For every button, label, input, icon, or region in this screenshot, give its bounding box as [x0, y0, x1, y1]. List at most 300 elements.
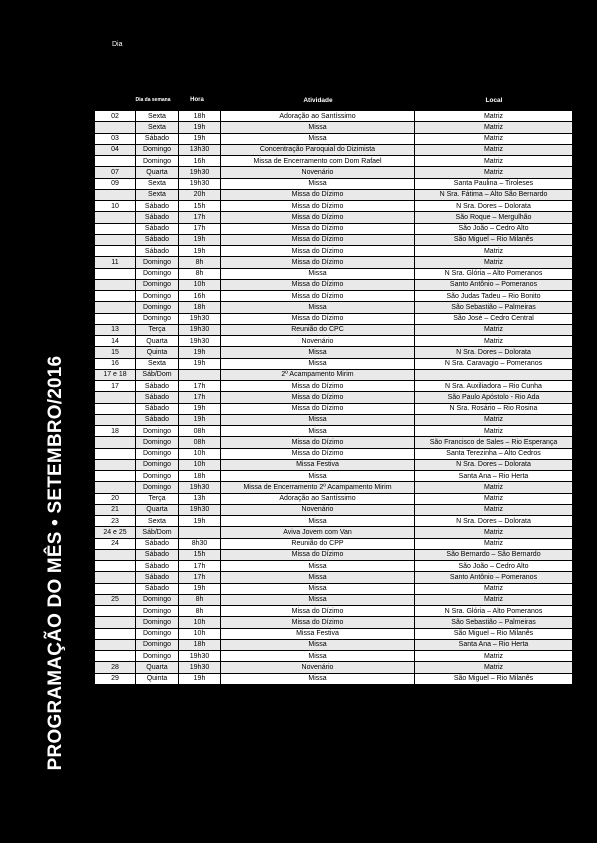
- cell-dia: [95, 268, 136, 279]
- cell-dia: 14: [95, 336, 136, 347]
- cell-hora: 19h30: [179, 482, 221, 493]
- cell-local: N Sra. Auxiliadora – Rio Cunha: [415, 381, 573, 392]
- cell-dia: 10: [95, 201, 136, 212]
- cell-local: São Roque – Mergulhão: [415, 212, 573, 223]
- cell-dia: [95, 651, 136, 662]
- cell-hora: 19h: [179, 673, 221, 684]
- table-row: [95, 583, 573, 594]
- schedule-body: [95, 111, 573, 685]
- cell-hora: 19h: [179, 583, 221, 594]
- cell-atividade: Missa: [221, 572, 415, 583]
- cell-hora: 19h: [179, 234, 221, 245]
- table-row: [95, 324, 573, 335]
- table-row: [95, 167, 573, 178]
- cell-hora: [179, 369, 221, 380]
- cell-local: São Miguel – Rio Milanês: [415, 234, 573, 245]
- cell-local: São Miguel – Rio Milanês: [415, 628, 573, 639]
- cell-dia: [95, 291, 136, 302]
- cell-dia: 04: [95, 144, 136, 155]
- cell-local: Matriz: [415, 144, 573, 155]
- cell-dia: [95, 234, 136, 245]
- cell-hora: 19h30: [179, 662, 221, 673]
- cell-dia-semana: Sáb/Dom: [136, 369, 179, 380]
- table-row: [95, 178, 573, 189]
- cell-hora: 17h: [179, 223, 221, 234]
- table-row: [95, 381, 573, 392]
- cell-atividade: Missa Festiva: [221, 459, 415, 470]
- table-row: [95, 189, 573, 200]
- cell-local: Santa Ana – Rio Herta: [415, 471, 573, 482]
- header-atividade: Atividade: [303, 97, 333, 104]
- cell-hora: 18h: [179, 471, 221, 482]
- cell-dia-semana: Domingo: [136, 459, 179, 470]
- cell-local: Matriz: [415, 324, 573, 335]
- cell-dia-semana: Domingo: [136, 606, 179, 617]
- cell-dia-semana: Quarta: [136, 167, 179, 178]
- table-row: [95, 493, 573, 504]
- table-row: [95, 617, 573, 628]
- cell-dia: [95, 482, 136, 493]
- header-local: Local: [485, 97, 503, 104]
- cell-hora: 18h: [179, 302, 221, 313]
- cell-atividade: Novenário: [221, 504, 415, 515]
- cell-atividade: Missa do Dízimo: [221, 246, 415, 257]
- table-row: [95, 291, 573, 302]
- cell-atividade: Missa: [221, 358, 415, 369]
- cell-dia: [95, 561, 136, 572]
- cell-atividade: Adoração ao Santíssimo: [221, 493, 415, 504]
- cell-hora: 10h: [179, 279, 221, 290]
- cell-local: Santo Antônio – Pomeranos: [415, 279, 573, 290]
- cell-local: São Paulo Apóstolo - Rio Ada: [415, 392, 573, 403]
- cell-dia-semana: Terça: [136, 493, 179, 504]
- cell-dia-semana: Domingo: [136, 426, 179, 437]
- cell-hora: 19h: [179, 122, 221, 133]
- cell-local: Matriz: [415, 527, 573, 538]
- cell-dia-semana: Sábado: [136, 234, 179, 245]
- cell-dia: [95, 122, 136, 133]
- cell-dia: [95, 279, 136, 290]
- cell-dia-semana: Sábado: [136, 583, 179, 594]
- table-row: [95, 561, 573, 572]
- cell-dia-semana: Sábado: [136, 392, 179, 403]
- cell-atividade: Reunião do CPP: [221, 538, 415, 549]
- cell-dia-semana: Sexta: [136, 178, 179, 189]
- cell-local: Matriz: [415, 482, 573, 493]
- cell-dia: [95, 414, 136, 425]
- cell-local: São Francisco de Sales – Rio Esperança: [415, 437, 573, 448]
- cell-local: Santa Terezinha – Alto Cedros: [415, 448, 573, 459]
- cell-hora: 08h: [179, 437, 221, 448]
- cell-dia: 18: [95, 426, 136, 437]
- table-row: [95, 549, 573, 560]
- cell-hora: 19h: [179, 358, 221, 369]
- cell-local: Matriz: [415, 493, 573, 504]
- cell-dia: [95, 156, 136, 167]
- cell-dia-semana: Sábado: [136, 414, 179, 425]
- table-row: [95, 257, 573, 268]
- cell-dia-semana: Terça: [136, 324, 179, 335]
- table-row: [95, 471, 573, 482]
- table-row: [95, 111, 573, 122]
- cell-dia: 17: [95, 381, 136, 392]
- cell-dia-semana: Sábado: [136, 572, 179, 583]
- table-row: [95, 392, 573, 403]
- cell-local: São José – Cedro Central: [415, 313, 573, 324]
- table-row: [95, 144, 573, 155]
- cell-dia: [95, 403, 136, 414]
- cell-dia-semana: Sábado: [136, 381, 179, 392]
- cell-atividade: Missa: [221, 639, 415, 650]
- cell-dia-semana: Domingo: [136, 448, 179, 459]
- cell-atividade: Missa de Encerramento com Dom Rafael: [221, 156, 415, 167]
- cell-dia: [95, 617, 136, 628]
- cell-dia-semana: Domingo: [136, 313, 179, 324]
- cell-dia-semana: Sábado: [136, 403, 179, 414]
- cell-local: N Sra. Dores – Dolorata: [415, 201, 573, 212]
- cell-dia: 24 e 25: [95, 527, 136, 538]
- cell-local: Matriz: [415, 583, 573, 594]
- cell-dia: 03: [95, 133, 136, 144]
- cell-dia-semana: Sábado: [136, 201, 179, 212]
- cell-local: São Sebastião – Palmeiras: [415, 617, 573, 628]
- cell-local: Matriz: [415, 538, 573, 549]
- page-title: PROGRAMAÇÃO DO MÊS • SETEMBRO/2016: [45, 355, 66, 771]
- cell-atividade: Concentração Paroquial do Dizimista: [221, 144, 415, 155]
- cell-dia: 25: [95, 594, 136, 605]
- cell-dia: 15: [95, 347, 136, 358]
- header-dia-semana: Dia da semana: [135, 97, 171, 103]
- cell-dia: 13: [95, 324, 136, 335]
- cell-atividade: Missa do Dízimo: [221, 223, 415, 234]
- cell-dia: [95, 572, 136, 583]
- cell-dia: 23: [95, 516, 136, 527]
- cell-dia-semana: Domingo: [136, 482, 179, 493]
- cell-dia-semana: Domingo: [136, 437, 179, 448]
- table-row: [95, 448, 573, 459]
- cell-local: N Sra. Rosário – Rio Rosina: [415, 403, 573, 414]
- cell-local: Santa Ana – Rio Herta: [415, 639, 573, 650]
- table-row: [95, 482, 573, 493]
- cell-dia: [95, 223, 136, 234]
- cell-atividade: Missa do Dízimo: [221, 392, 415, 403]
- cell-hora: 8h: [179, 268, 221, 279]
- cell-hora: 13h: [179, 493, 221, 504]
- cell-hora: 19h30: [179, 313, 221, 324]
- cell-hora: 10h: [179, 459, 221, 470]
- cell-dia: [95, 549, 136, 560]
- cell-atividade: Novenário: [221, 662, 415, 673]
- cell-dia-semana: Domingo: [136, 144, 179, 155]
- cell-dia-semana: Quarta: [136, 336, 179, 347]
- cell-local: N Sra. Dores – Dolorata: [415, 516, 573, 527]
- cell-local: Matriz: [415, 156, 573, 167]
- cell-dia: [95, 189, 136, 200]
- cell-hora: 18h: [179, 639, 221, 650]
- schedule-table: [94, 110, 573, 685]
- cell-hora: 19h: [179, 246, 221, 257]
- cell-hora: 17h: [179, 381, 221, 392]
- cell-local: Matriz: [415, 246, 573, 257]
- cell-local: Matriz: [415, 111, 573, 122]
- table-row: [95, 336, 573, 347]
- cell-local: Matriz: [415, 662, 573, 673]
- table-row: [95, 268, 573, 279]
- cell-hora: 19h: [179, 414, 221, 425]
- cell-atividade: Missa do Dízimo: [221, 403, 415, 414]
- cell-atividade: Missa do Dízimo: [221, 313, 415, 324]
- cell-atividade: Novenário: [221, 167, 415, 178]
- cell-dia-semana: Sábado: [136, 549, 179, 560]
- cell-dia-semana: Domingo: [136, 302, 179, 313]
- cell-hora: 19h: [179, 133, 221, 144]
- cell-local: São Miguel – Rio Milanês: [415, 673, 573, 684]
- cell-hora: 19h: [179, 403, 221, 414]
- cell-dia-semana: Sexta: [136, 122, 179, 133]
- cell-hora: 8h: [179, 257, 221, 268]
- cell-dia-semana: Sáb/Dom: [136, 527, 179, 538]
- table-row: [95, 572, 573, 583]
- cell-dia-semana: Quinta: [136, 347, 179, 358]
- cell-dia-semana: Domingo: [136, 639, 179, 650]
- cell-atividade: Missa do Dízimo: [221, 189, 415, 200]
- cell-local: São Judas Tadeu – Rio Bonito: [415, 291, 573, 302]
- cell-atividade: Missa: [221, 347, 415, 358]
- cell-hora: 19h: [179, 347, 221, 358]
- cell-dia: 11: [95, 257, 136, 268]
- cell-hora: 16h: [179, 291, 221, 302]
- cell-dia-semana: Sexta: [136, 516, 179, 527]
- cell-atividade: Missa: [221, 594, 415, 605]
- cell-hora: 8h30: [179, 538, 221, 549]
- cell-atividade: Missa: [221, 471, 415, 482]
- cell-dia: 17 e 18: [95, 369, 136, 380]
- cell-hora: 18h: [179, 111, 221, 122]
- table-row: [95, 212, 573, 223]
- cell-hora: 19h30: [179, 178, 221, 189]
- cell-atividade: Missa do Dízimo: [221, 606, 415, 617]
- cell-dia-semana: Sábado: [136, 538, 179, 549]
- cell-atividade: Missa: [221, 178, 415, 189]
- cell-atividade: Missa: [221, 583, 415, 594]
- table-row: [95, 223, 573, 234]
- cell-atividade: Missa do Dízimo: [221, 201, 415, 212]
- cell-dia: [95, 628, 136, 639]
- cell-atividade: Missa do Dízimo: [221, 381, 415, 392]
- cell-dia: [95, 459, 136, 470]
- cell-dia: 02: [95, 111, 136, 122]
- cell-dia: [95, 437, 136, 448]
- cell-dia-semana: Domingo: [136, 279, 179, 290]
- table-row: [95, 369, 573, 380]
- cell-local: N Sra. Dores – Dolorata: [415, 347, 573, 358]
- cell-dia: 07: [95, 167, 136, 178]
- cell-atividade: Adoração ao Santíssimo: [221, 111, 415, 122]
- cell-atividade: Missa: [221, 268, 415, 279]
- cell-dia-semana: Domingo: [136, 471, 179, 482]
- cell-atividade: Missa: [221, 673, 415, 684]
- cell-atividade: Missa: [221, 302, 415, 313]
- cell-local: São Bernardo – São Bernardo: [415, 549, 573, 560]
- cell-local: São Sebastião – Palmeiras: [415, 302, 573, 313]
- cell-dia: [95, 448, 136, 459]
- cell-hora: 17h: [179, 572, 221, 583]
- cell-hora: 10h: [179, 628, 221, 639]
- cell-dia-semana: Quarta: [136, 504, 179, 515]
- cell-dia: [95, 246, 136, 257]
- cell-local: N Sra. Glória – Alto Pomeranos: [415, 606, 573, 617]
- cell-dia: [95, 302, 136, 313]
- cell-atividade: Missa do Dízimo: [221, 291, 415, 302]
- cell-local: N Sra. Glória – Alto Pomeranos: [415, 268, 573, 279]
- cell-dia: 21: [95, 504, 136, 515]
- cell-local: Matriz: [415, 504, 573, 515]
- cell-dia-semana: Domingo: [136, 594, 179, 605]
- cell-atividade: Missa do Dízimo: [221, 257, 415, 268]
- cell-local: [415, 369, 573, 380]
- cell-atividade: Missa do Dízimo: [221, 549, 415, 560]
- cell-hora: 19h30: [179, 651, 221, 662]
- cell-local: Matriz: [415, 257, 573, 268]
- table-row: [95, 302, 573, 313]
- cell-atividade: Novenário: [221, 336, 415, 347]
- cell-local: São João – Cedro Alto: [415, 561, 573, 572]
- cell-local: N Sra. Dores – Dolorata: [415, 459, 573, 470]
- cell-atividade: 2º Acampamento Mirim: [221, 369, 415, 380]
- table-row: [95, 538, 573, 549]
- cell-dia: 24: [95, 538, 136, 549]
- table-row: [95, 651, 573, 662]
- cell-hora: 13h30: [179, 144, 221, 155]
- cell-hora: 17h: [179, 392, 221, 403]
- cell-hora: 8h: [179, 594, 221, 605]
- cell-dia-semana: Quarta: [136, 662, 179, 673]
- cell-hora: 19h30: [179, 336, 221, 347]
- cell-dia: [95, 313, 136, 324]
- cell-local: Matriz: [415, 594, 573, 605]
- cell-dia-semana: Sábado: [136, 561, 179, 572]
- cell-atividade: Missa: [221, 122, 415, 133]
- cell-dia: 16: [95, 358, 136, 369]
- dia-label: Dia: [112, 41, 123, 48]
- table-row: [95, 628, 573, 639]
- table-row: [95, 426, 573, 437]
- cell-dia-semana: Quinta: [136, 673, 179, 684]
- cell-dia-semana: Sexta: [136, 358, 179, 369]
- cell-hora: 16h: [179, 156, 221, 167]
- cell-atividade: Missa do Dízimo: [221, 437, 415, 448]
- cell-dia: [95, 212, 136, 223]
- table-row: [95, 133, 573, 144]
- table-row: [95, 639, 573, 650]
- cell-local: Matriz: [415, 167, 573, 178]
- cell-dia: [95, 583, 136, 594]
- table-row: [95, 594, 573, 605]
- cell-dia-semana: Domingo: [136, 268, 179, 279]
- table-row: [95, 313, 573, 324]
- cell-atividade: Missa: [221, 651, 415, 662]
- cell-dia: 29: [95, 673, 136, 684]
- column-headers: [94, 97, 574, 109]
- cell-local: N Sra. Caravagio – Pomeranos: [415, 358, 573, 369]
- cell-dia: [95, 606, 136, 617]
- cell-hora: 15h: [179, 549, 221, 560]
- cell-local: Matriz: [415, 336, 573, 347]
- cell-hora: 15h: [179, 201, 221, 212]
- cell-dia-semana: Sábado: [136, 212, 179, 223]
- table-row: [95, 662, 573, 673]
- cell-hora: [179, 527, 221, 538]
- cell-dia-semana: Sexta: [136, 111, 179, 122]
- cell-hora: 20h: [179, 189, 221, 200]
- cell-atividade: Missa: [221, 414, 415, 425]
- cell-hora: 10h: [179, 617, 221, 628]
- cell-local: N Sra. Fátima – Alto São Bernardo: [415, 189, 573, 200]
- cell-atividade: Missa: [221, 426, 415, 437]
- table-row: [95, 347, 573, 358]
- cell-dia-semana: Sábado: [136, 246, 179, 257]
- cell-dia-semana: Domingo: [136, 628, 179, 639]
- cell-atividade: Missa do Dízimo: [221, 212, 415, 223]
- cell-dia-semana: Sábado: [136, 223, 179, 234]
- cell-atividade: Missa de Encerramento 2º Acampamento Mirim: [221, 482, 415, 493]
- table-row: [95, 516, 573, 527]
- table-row: [95, 504, 573, 515]
- cell-dia-semana: Sexta: [136, 189, 179, 200]
- table-row: [95, 201, 573, 212]
- cell-local: Matriz: [415, 122, 573, 133]
- cell-dia-semana: Sábado: [136, 133, 179, 144]
- table-row: [95, 414, 573, 425]
- cell-atividade: Missa do Dízimo: [221, 279, 415, 290]
- table-row: [95, 403, 573, 414]
- cell-dia: [95, 471, 136, 482]
- cell-hora: 17h: [179, 212, 221, 223]
- cell-hora: 19h30: [179, 324, 221, 335]
- cell-dia: 20: [95, 493, 136, 504]
- cell-dia: 28: [95, 662, 136, 673]
- cell-hora: 17h: [179, 561, 221, 572]
- cell-dia: [95, 392, 136, 403]
- table-row: [95, 673, 573, 684]
- cell-local: Matriz: [415, 414, 573, 425]
- table-row: [95, 156, 573, 167]
- cell-atividade: Missa do Dízimo: [221, 234, 415, 245]
- cell-dia-semana: Domingo: [136, 651, 179, 662]
- cell-dia: 09: [95, 178, 136, 189]
- cell-dia-semana: Domingo: [136, 257, 179, 268]
- table-row: [95, 234, 573, 245]
- table-row: [95, 527, 573, 538]
- cell-hora: 19h: [179, 516, 221, 527]
- table-row: [95, 358, 573, 369]
- cell-atividade: Aviva Jovem com Van: [221, 527, 415, 538]
- cell-dia-semana: Domingo: [136, 156, 179, 167]
- cell-local: Matriz: [415, 133, 573, 144]
- cell-local: Matriz: [415, 651, 573, 662]
- cell-local: Santo Antônio – Pomeranos: [415, 572, 573, 583]
- cell-atividade: Missa: [221, 561, 415, 572]
- cell-dia-semana: Domingo: [136, 617, 179, 628]
- table-row: [95, 246, 573, 257]
- cell-hora: 10h: [179, 448, 221, 459]
- cell-atividade: Missa do Dízimo: [221, 448, 415, 459]
- cell-dia: [95, 639, 136, 650]
- table-row: [95, 606, 573, 617]
- cell-hora: 08h: [179, 426, 221, 437]
- cell-atividade: Missa: [221, 516, 415, 527]
- cell-local: Santa Paulina – Tiroleses: [415, 178, 573, 189]
